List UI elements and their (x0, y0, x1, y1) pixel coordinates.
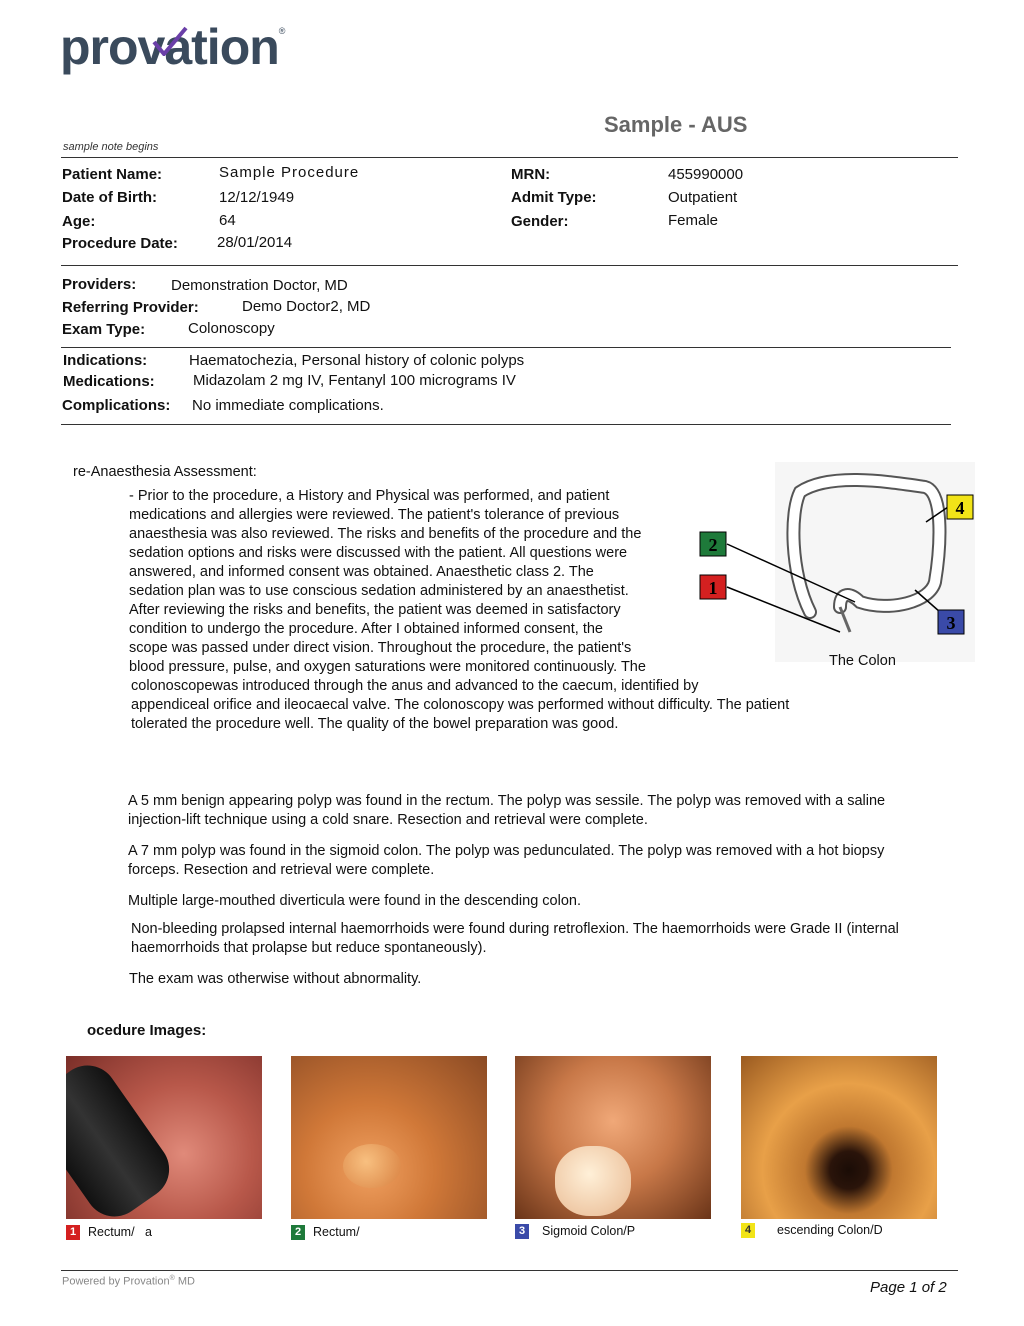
indications-label: Indications: (63, 352, 148, 369)
diagram-marker-1 (700, 575, 726, 599)
finding-2 (128, 842, 978, 880)
age-value: 64 (219, 212, 236, 229)
assessment-line: answered, and informed consent was obtained. Anaesthetic class 2. The (129, 564, 594, 580)
note-begin-text: sample note begins (63, 141, 159, 153)
colon-diagram (690, 462, 980, 662)
assessment-line: sedation options and risks were discussed with the patient. All questions were (129, 545, 628, 561)
assessment-line: appendiceal orifice and ileocaecal valve. The colonoscopy was performed without difficulty. The patient (131, 697, 790, 713)
referring-provider-label: Referring Provider: (62, 299, 199, 316)
assessment-line: colonoscopewas introduced through the anus and advanced to the caecum, identified by (131, 678, 699, 694)
divider (61, 424, 951, 425)
mrn-value: 455990000 (668, 166, 744, 183)
powered-by-text (62, 1275, 195, 1288)
powered-reg: ® (169, 1275, 175, 1282)
diagram-marker-1-label: 1 (708, 578, 718, 598)
assessment-line: blood pressure, pulse, and oxygen saturations were monitored continuously. The (129, 659, 646, 675)
dob-value: 12/12/1949 (219, 189, 295, 206)
logo-registered-mark: ® (278, 26, 285, 36)
indications-value: Haematochezia, Personal history of colonic polyps (189, 352, 525, 369)
image-caption-text: Rectum/ a (88, 1225, 152, 1239)
footer-divider (61, 1270, 958, 1271)
complications-value: No immediate complications. (192, 397, 384, 414)
assessment-line: condition to undergo the procedure. After I obtained informed consent, the (129, 621, 603, 637)
finding-3 (128, 892, 978, 911)
diagram-marker-2-label: 2 (708, 535, 718, 555)
page-number: Page 1 of 2 (870, 1279, 947, 1296)
logo-text: provation (60, 19, 279, 75)
admit-type-value: Outpatient (668, 189, 738, 206)
divider (61, 347, 951, 348)
diagram-marker-2 (700, 532, 726, 556)
procedure-image-1[interactable] (66, 1056, 262, 1219)
finding-line: haemorrhoids that prolapse but reduce spontaneously). (131, 940, 487, 956)
referring-provider-value: Demo Doctor2, MD (242, 298, 371, 315)
patient-name-label: Patient Name: (62, 166, 163, 183)
finding-line: A 7 mm polyp was found in the sigmoid colon. The polyp was pedunculated. The polyp was removed with a hot biopsy (128, 843, 885, 859)
mrn-label: MRN: (511, 166, 551, 183)
exam-type-label: Exam Type: (62, 321, 146, 338)
medications-value: Midazolam 2 mg IV, Fentanyl 100 micrograms IV (193, 372, 516, 389)
gender-label: Gender: (511, 213, 569, 230)
divider (61, 265, 958, 266)
image-marker-1: 1 (66, 1225, 80, 1240)
powered-prefix: Powered by Provation (62, 1275, 170, 1288)
patient-name-value: Sample Procedure (219, 164, 360, 181)
image-caption-text: Rectum/ (313, 1225, 360, 1239)
logo-accent-icon (150, 26, 190, 56)
image-caption-text: escending Colon/D (777, 1223, 883, 1237)
assessment-line: - Prior to the procedure, a History and Physical was performed, and patient (129, 488, 610, 504)
complications-label: Complications: (62, 397, 171, 414)
assessment-line: tolerated the procedure well. The quality of the bowel preparation was good. (131, 716, 619, 732)
assessment-heading: re-Anaesthesia Assessment: (73, 464, 257, 480)
medications-label: Medications: (63, 373, 155, 390)
image-caption-1 (66, 1225, 152, 1240)
finding-line: Multiple large-mouthed diverticula were found in the descending colon. (128, 893, 581, 909)
finding-1 (128, 792, 978, 830)
finding-line: The exam was otherwise without abnormality. (129, 971, 422, 987)
polyp-shape (555, 1146, 631, 1216)
image-caption-text: Sigmoid Colon/P (542, 1224, 636, 1238)
diagram-marker-3-label: 3 (946, 613, 956, 633)
image-marker-3: 3 (515, 1224, 529, 1239)
finding-5 (129, 970, 979, 989)
gender-value: Female (668, 212, 719, 229)
procedure-image-2[interactable] (291, 1056, 487, 1219)
finding-4 (131, 920, 981, 958)
image-caption-4 (741, 1223, 883, 1238)
scope-shape (66, 1056, 181, 1219)
admit-type-label: Admit Type: (511, 189, 597, 206)
image-caption-3 (515, 1224, 635, 1239)
dob-label: Date of Birth: (62, 189, 157, 206)
procedure-image-4[interactable] (741, 1056, 937, 1219)
powered-suffix: MD (174, 1275, 195, 1288)
diagram-marker-4 (947, 495, 973, 519)
providers-value: Demonstration Doctor, MD (171, 277, 348, 294)
image-marker-2: 2 (291, 1225, 305, 1240)
finding-line: Non-bleeding prolapsed internal haemorrhoids were found during retroflexion. The haemorrhoids were Grade II (internal (131, 921, 899, 937)
assessment-line: After reviewing the risks and benefits, the patient was deemed in satisfactory (129, 602, 621, 618)
providers-label: Providers: (62, 276, 137, 293)
polyp-shape (343, 1144, 401, 1188)
finding-line: A 5 mm benign appearing polyp was found in the rectum. The polyp was sessile. The polyp was removed with a saline (128, 793, 886, 809)
diagram-caption: The Colon (829, 653, 896, 669)
assessment-line: sedation plan was to use conscious sedation administered by an anaesthetist. (129, 583, 629, 599)
age-label: Age: (62, 213, 96, 230)
procedure-image-3[interactable] (515, 1056, 711, 1219)
assessment-line: scope was passed under direct vision. Throughout the procedure, the patient's (129, 640, 632, 656)
diagram-marker-3 (938, 610, 964, 634)
image-caption-2 (291, 1225, 360, 1240)
procedure-date-label: Procedure Date: (62, 235, 178, 252)
assessment-line: medications and allergies were reviewed. The patient's tolerance of previous (129, 507, 620, 523)
finding-line: forceps. Resection and retrieval were complete. (128, 862, 435, 878)
document-title: Sample - AUS (604, 112, 748, 137)
diagram-marker-4-label: 4 (955, 498, 965, 518)
procedure-date-value: 28/01/2014 (217, 234, 293, 251)
procedure-images-heading: ocedure Images: (87, 1022, 207, 1039)
finding-line: injection-lift technique using a cold snare. Resection and retrieval were complete. (128, 812, 648, 828)
image-marker-4: 4 (741, 1223, 755, 1238)
assessment-line: anaesthesia was also reviewed. The risks and benefits of the procedure and the (129, 526, 642, 542)
divider (61, 157, 958, 158)
exam-type-value: Colonoscopy (188, 320, 275, 337)
